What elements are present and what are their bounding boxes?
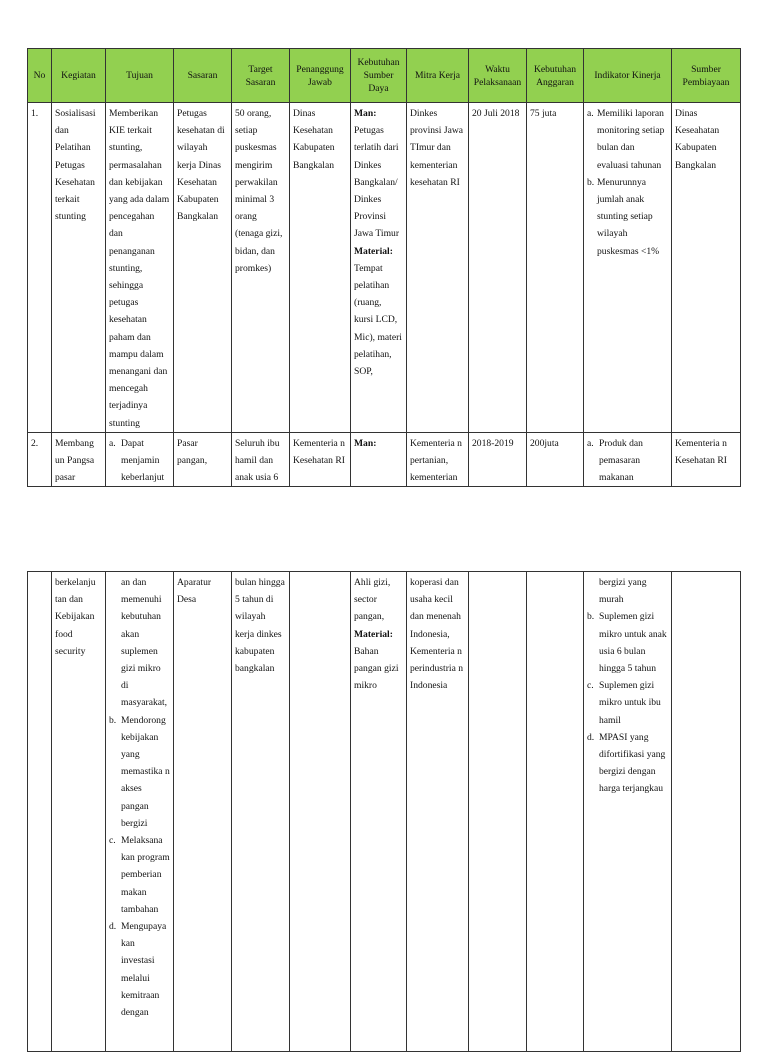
- cont-tujuan: [106, 572, 174, 1052]
- list-text: Produk dan pemasaran makanan: [599, 437, 643, 484]
- row2-anggaran: 200juta: [527, 432, 584, 487]
- cont-waktu: [469, 572, 527, 1052]
- row2-kebutuhan-sumber-daya: [351, 432, 407, 487]
- activity-table-continued: [27, 571, 741, 1052]
- row1-kegiatan: Sosialisasi dan Pelatihan Petugas Kesehatan terkait stunting: [52, 103, 106, 433]
- row1-man-label: Man:: [354, 108, 377, 119]
- list-item: [109, 712, 170, 832]
- list-marker: a.: [109, 437, 116, 449]
- list-marker: a.: [587, 108, 594, 119]
- list-text: Dapat menjamin keberlanjut: [121, 437, 165, 484]
- list-item: [109, 832, 170, 918]
- row1-anggaran: 75 juta: [527, 103, 584, 433]
- row1-waktu: 20 Juli 2018: [469, 103, 527, 433]
- cont-indikator: [584, 572, 672, 1052]
- list-marker: d.: [109, 921, 117, 933]
- list-marker: d.: [587, 731, 595, 743]
- cont-kegiatan: berkelanju tan dan Kebijakan food security: [52, 572, 106, 1052]
- row2-kegiatan: Membang un Pangsa pasar: [52, 432, 106, 487]
- list-text: Mengupaya kan investasi melalui kemitraan dengan: [121, 921, 167, 1019]
- cont-indikator-list: [587, 608, 668, 797]
- list-text: Memiliki laporan monitoring setiap bulan dan evaluasi tahunan: [597, 108, 665, 171]
- list-item: [109, 435, 170, 487]
- list-marker: b.: [587, 176, 595, 188]
- list-text: Melaksana kan program pemberian makan tambahan: [121, 835, 170, 915]
- cont-indikator-first: bergizi yang murah: [599, 577, 647, 606]
- header-kebutuhan-sumber-daya: Kebutuhan Sumber Daya: [351, 49, 407, 103]
- list-marker: b.: [587, 611, 595, 623]
- row1-sasaran: Petugas kesehatan di wilayah kerja Dinas Kesehatan Kabupaten Bangkalan: [174, 103, 232, 433]
- cont-target: bulan hingga 5 tahun di wilayah kerja dinkes kabupaten bangkalan: [232, 572, 290, 1052]
- cont-mitra-kerja: koperasi dan usaha kecil dan menenah Indonesia, Kementeria n perindustria n Indonesia: [407, 572, 469, 1052]
- list-marker: a.: [587, 437, 594, 449]
- list-text: Suplemen gizi mikro untuk anak usia 6 bulan hingga 5 tahun: [599, 611, 667, 675]
- cont-kebutuhan-sumber-daya: [351, 572, 407, 1052]
- row2-indikator-list: [587, 435, 668, 487]
- list-marker: b.: [109, 714, 117, 726]
- row2-man-label: Man:: [354, 437, 377, 449]
- row1-no: 1.: [28, 103, 52, 433]
- list-text: Menurunnya jumlah anak stunting setiap wilayah puskesmas <1%: [597, 176, 660, 257]
- row1-target: 50 orang, setiap puskesmas mengirim perwakilan minimal 3 orang (tenaga gizi, bidan, dan promkes): [232, 103, 290, 433]
- cont-material-label: Material:: [354, 628, 393, 640]
- list-item: [587, 729, 668, 798]
- list-item: [109, 918, 170, 1021]
- cont-material-text: Bahan pangan gizi mikro: [354, 645, 399, 692]
- cont-sasaran: Aparatur Desa: [174, 572, 232, 1052]
- header-mitra-kerja: Mitra Kerja: [407, 49, 469, 103]
- row2-target: Seluruh ibu hamil dan anak usia 6: [232, 432, 290, 487]
- row2-tujuan: [106, 432, 174, 487]
- row2-mitra-kerja: Kementeria n pertanian, kementerian: [407, 432, 469, 487]
- header-sasaran: Sasaran: [174, 49, 232, 103]
- table-row: [28, 103, 741, 433]
- row1-kebutuhan-sumber-daya: [351, 103, 407, 433]
- list-item: [587, 105, 668, 174]
- list-item: [587, 608, 668, 677]
- header-kebutuhan-anggaran: Kebutuhan Anggaran: [527, 49, 584, 103]
- row2-waktu: 2018-2019: [469, 432, 527, 487]
- row1-indikator: [584, 103, 672, 433]
- row2-sumber-pembiayaan: Kementeria n Kesehatan RI: [672, 432, 741, 487]
- list-text: Mendorong kebijakan yang memastika n akses pangan bergizi: [121, 714, 170, 829]
- header-waktu-pelaksanaan: Waktu Pelaksanaan: [469, 49, 527, 103]
- row2-sasaran: Pasar pangan,: [174, 432, 232, 487]
- table-row: [28, 432, 741, 487]
- list-marker: c.: [109, 835, 116, 847]
- header-tujuan: Tujuan: [106, 49, 174, 103]
- row1-material-text: Tempat pelatihan (ruang, kursi LCD, Mic), materi pelatihan, SOP,: [354, 262, 402, 378]
- header-sumber-pembiayaan: Sumber Pembiayaan: [672, 49, 741, 103]
- header-no: No: [28, 49, 52, 103]
- row1-sumber-pembiayaan: Dinas Keseahatan Kabupaten Bangkalan: [672, 103, 741, 433]
- row1-material-label: Material:: [354, 245, 393, 257]
- cont-anggaran: [527, 572, 584, 1052]
- table-row: [28, 572, 741, 1052]
- row2-tujuan-list: [109, 435, 170, 487]
- header-target-sasaran: Target Sasaran: [232, 49, 290, 103]
- list-item: [587, 435, 668, 487]
- row1-man-text: Petugas terlatih dari Dinkes Bangkalan/ Dinkes Provinsi Jawa Timur: [354, 125, 400, 240]
- cont-tujuan-first: an dan memenuhi kebutuhan akan suplemen gizi mikro di masyarakat,: [121, 577, 168, 709]
- list-item: [587, 174, 668, 260]
- row2-no: 2.: [28, 432, 52, 487]
- cont-man-text: Ahli gizi, sector pangan,: [354, 577, 391, 623]
- cont-no: [28, 572, 52, 1052]
- list-text: MPASI yang difortifikasi yang bergizi dengan harga terjangkau: [599, 731, 666, 795]
- cont-sumber-pembiayaan: [672, 572, 741, 1052]
- cont-penanggung-jawab: [290, 572, 351, 1052]
- row2-penanggung-jawab: Kementeria n Kesehatan RI: [290, 432, 351, 487]
- header-penanggung-jawab: Penanggung Jawab: [290, 49, 351, 103]
- table-header-row: [28, 49, 741, 103]
- cont-tujuan-list: [109, 712, 170, 1022]
- list-text: Suplemen gizi mikro untuk ibu hamil: [599, 680, 661, 726]
- list-marker: c.: [587, 680, 594, 692]
- row1-mitra-kerja: Dinkes provinsi Jawa TImur dan kementerian kesehatan RI: [407, 103, 469, 433]
- row1-penanggung-jawab: Dinas Kesehatan Kabupaten Bangkalan: [290, 103, 351, 433]
- header-kegiatan: Kegiatan: [52, 49, 106, 103]
- row2-indikator: [584, 432, 672, 487]
- list-item: [587, 677, 668, 729]
- row1-tujuan: Memberikan KIE terkait stunting, permasalahan dan kebijakan yang ada dalam pencegahan dan penanganan stunting, sehingga petugas kesehatan paham dan mampu dalam menangani dan mencegah terjadinya stunting: [106, 103, 174, 433]
- header-indikator-kinerja: Indikator Kinerja: [584, 49, 672, 103]
- activity-table: [27, 48, 741, 487]
- row1-indikator-list: [587, 105, 668, 260]
